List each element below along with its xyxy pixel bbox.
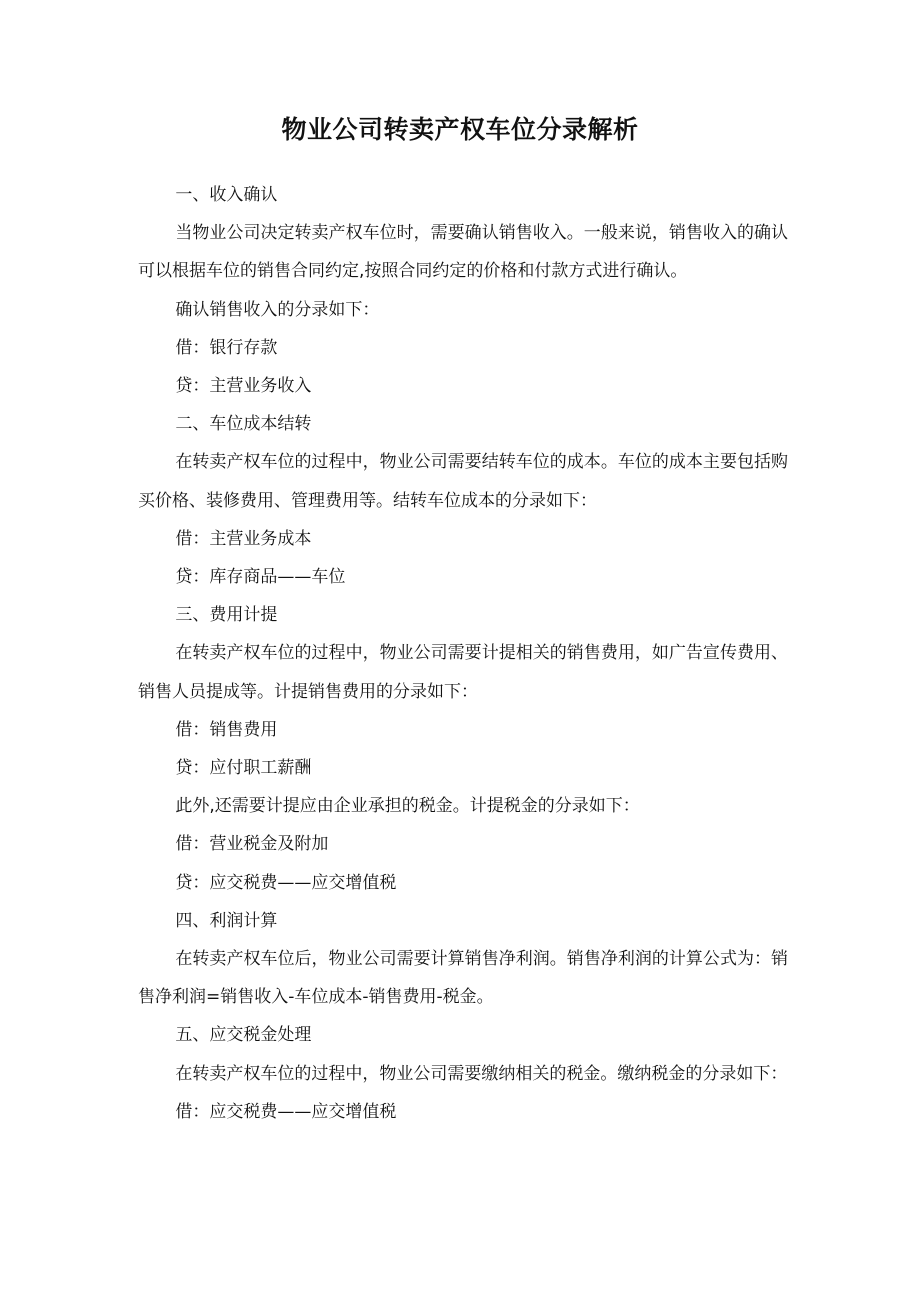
entry-credit-vat-payable: 贷：应交税费——应交增值税 — [175, 872, 397, 893]
section-heading-expense: 三、费用计提 — [175, 605, 278, 626]
section-heading-profit: 四、利润计算 — [175, 910, 278, 931]
entry-credit-payroll: 贷：应付职工薪酬 — [175, 758, 312, 779]
entry-debit-cost: 借：主营业务成本 — [175, 528, 312, 549]
paragraph-profit-formula: 在转卖产权车位后，物业公司需要计算销售净利润。销售净利润的计算公式为：销售净利润=销售收入-车位成本-销售费用-税金。 — [138, 949, 788, 1008]
entry-debit-selling-expense: 借：销售费用 — [175, 719, 278, 740]
entry-credit-inventory: 贷：库存商品——车位 — [175, 567, 346, 588]
document-title: 物业公司转卖产权车位分录解析 — [281, 115, 639, 144]
paragraph-tax-payment: 在转卖产权车位的过程中，物业公司需要缴纳相关的税金。缴纳税金的分录如下： — [175, 1063, 788, 1084]
document-body — [138, 176, 788, 1131]
paragraph-cost-intro: 在转卖产权车位的过程中，物业公司需要结转车位的成本。车位的成本主要包括购买价格、装修费用、管理费用等。结转车位成本的分录如下： — [138, 452, 788, 511]
paragraph-tax-accrual: 此外,还需要计提应由企业承担的税金。计提税金的分录如下： — [175, 796, 640, 817]
entry-debit-bank: 借：银行存款 — [175, 337, 278, 358]
paragraph-income-entry-lead: 确认销售收入的分录如下： — [175, 299, 380, 320]
paragraph-expense-intro: 在转卖产权车位的过程中，物业公司需要计提相关的销售费用，如广告宣传费用、销售人员提成等。计提销售费用的分录如下： — [138, 643, 788, 702]
section-heading-cost: 二、车位成本结转 — [175, 414, 312, 435]
paragraph-income-intro: 当物业公司决定转卖产权车位时，需要确认销售收入。一般来说，销售收入的确认可以根据车位的销售合同约定,按照合同约定的价格和付款方式进行确认。 — [138, 223, 788, 282]
section-heading-income: 一、收入确认 — [175, 185, 278, 205]
section-heading-tax: 五、应交税金处理 — [175, 1025, 312, 1046]
entry-debit-vat-payable: 借：应交税费——应交增值税 — [175, 1101, 397, 1122]
entry-credit-revenue: 贷：主营业务收入 — [175, 376, 312, 397]
entry-debit-tax-surcharge: 借：营业税金及附加 — [175, 834, 329, 855]
